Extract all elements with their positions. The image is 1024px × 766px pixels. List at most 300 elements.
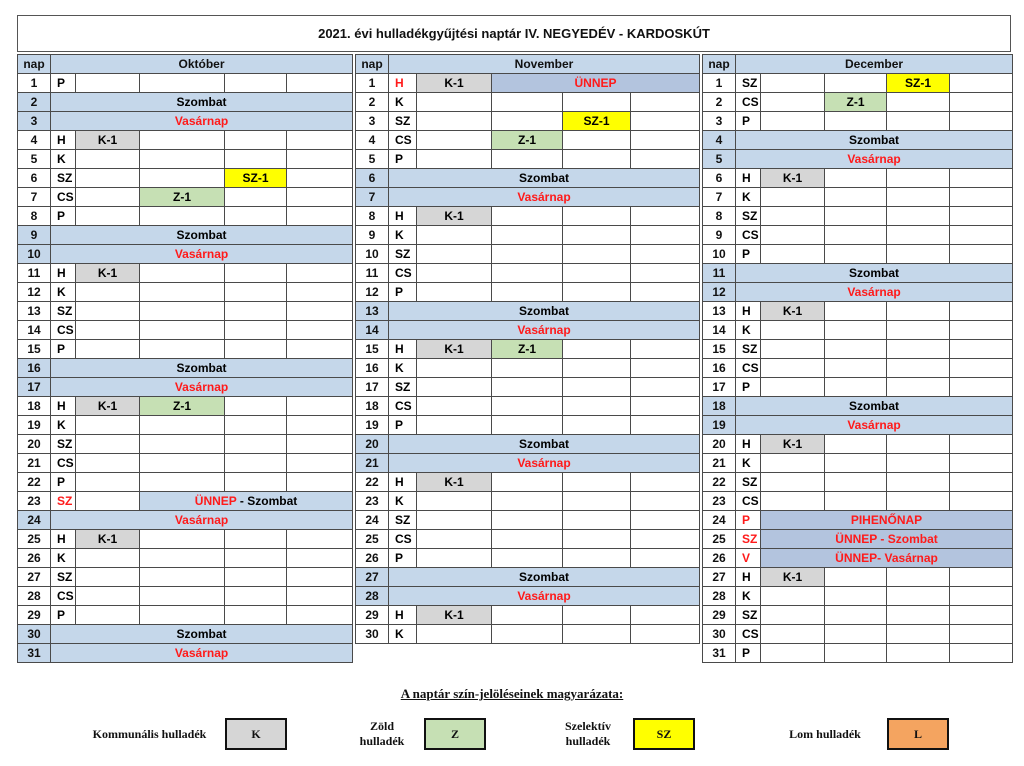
weekday-abbr: V [736, 549, 761, 568]
month-header: December [736, 55, 1013, 74]
empty-cell [76, 74, 140, 93]
day-row [18, 606, 353, 625]
empty-cell [140, 283, 225, 302]
empty-cell [887, 188, 950, 207]
empty-cell [76, 302, 140, 321]
empty-cell [225, 530, 287, 549]
empty-cell [287, 283, 353, 302]
day-number: 21 [356, 454, 389, 473]
day-number: 13 [703, 302, 736, 321]
empty-cell [825, 321, 887, 340]
weekend-label: Vasárnap [389, 454, 700, 473]
empty-cell [287, 74, 353, 93]
zold-pickup: Z-1 [492, 340, 563, 359]
empty-cell [225, 131, 287, 150]
day-row [703, 606, 1013, 625]
weekday-abbr: K [51, 416, 76, 435]
empty-cell [825, 435, 887, 454]
day-number: 15 [703, 340, 736, 359]
weekday-abbr: SZ [736, 207, 761, 226]
weekday-abbr: SZ [389, 378, 417, 397]
day-row [703, 150, 1013, 169]
day-row [18, 302, 353, 321]
szelektiv-pickup: SZ-1 [887, 74, 950, 93]
month-header: Október [51, 55, 353, 74]
empty-cell [631, 340, 700, 359]
day-row [18, 644, 353, 663]
empty-cell [140, 454, 225, 473]
empty-cell [761, 226, 825, 245]
empty-cell [825, 112, 887, 131]
day-number: 10 [18, 245, 51, 264]
day-row [703, 226, 1013, 245]
day-number: 11 [356, 264, 389, 283]
weekday-abbr: P [51, 340, 76, 359]
empty-cell [631, 397, 700, 416]
empty-cell [825, 568, 887, 587]
empty-cell [417, 416, 492, 435]
weekday-abbr: H [736, 568, 761, 587]
day-number: 16 [356, 359, 389, 378]
day-row [356, 131, 700, 150]
empty-cell [287, 435, 353, 454]
weekend-label: Vasárnap [51, 378, 353, 397]
empty-cell [761, 378, 825, 397]
day-number: 26 [18, 549, 51, 568]
empty-cell [887, 226, 950, 245]
empty-cell [417, 359, 492, 378]
day-row [703, 454, 1013, 473]
weekday-abbr: CS [389, 530, 417, 549]
day-number: 24 [703, 511, 736, 530]
day-number: 16 [703, 359, 736, 378]
day-number: 8 [356, 207, 389, 226]
empty-cell [492, 150, 563, 169]
day-number: 2 [356, 93, 389, 112]
empty-cell [950, 321, 1013, 340]
day-row [356, 226, 700, 245]
day-number: 15 [18, 340, 51, 359]
empty-cell [761, 492, 825, 511]
day-row [703, 492, 1013, 511]
day-row [356, 74, 700, 93]
empty-cell [761, 245, 825, 264]
day-row [356, 359, 700, 378]
empty-cell [950, 169, 1013, 188]
weekday-abbr: H [51, 131, 76, 150]
day-number: 7 [703, 188, 736, 207]
day-number: 5 [18, 150, 51, 169]
day-row [18, 625, 353, 644]
day-row [703, 625, 1013, 644]
calendar-december [702, 54, 1013, 663]
holiday-label: PIHENŐNAP [761, 511, 1013, 530]
empty-cell [140, 606, 225, 625]
empty-cell [225, 207, 287, 226]
day-row [18, 492, 353, 511]
empty-cell [76, 150, 140, 169]
day-row [18, 397, 353, 416]
weekday-abbr: SZ [51, 302, 76, 321]
empty-cell [631, 207, 700, 226]
day-row [18, 454, 353, 473]
empty-cell [140, 587, 225, 606]
day-row [18, 321, 353, 340]
empty-cell [140, 150, 225, 169]
weekday-abbr: P [389, 416, 417, 435]
weekday-abbr: K [736, 188, 761, 207]
empty-cell [417, 226, 492, 245]
zold-pickup: Z-1 [825, 93, 887, 112]
empty-cell [825, 226, 887, 245]
day-row [18, 131, 353, 150]
empty-cell [225, 587, 287, 606]
day-row [703, 549, 1013, 568]
month-header: November [389, 55, 700, 74]
day-number: 4 [356, 131, 389, 150]
weekday-abbr: SZ [51, 492, 76, 511]
weekend-label: Szombat [51, 625, 353, 644]
day-row [18, 264, 353, 283]
empty-cell [563, 340, 631, 359]
empty-cell [287, 587, 353, 606]
weekday-abbr: CS [389, 264, 417, 283]
empty-cell [563, 473, 631, 492]
day-number: 18 [18, 397, 51, 416]
day-row [356, 112, 700, 131]
weekday-abbr: P [736, 245, 761, 264]
empty-cell [417, 492, 492, 511]
empty-cell [225, 606, 287, 625]
day-row [703, 644, 1013, 663]
weekend-label: Vasárnap [389, 321, 700, 340]
day-row [356, 454, 700, 473]
weekend-label: Szombat [736, 131, 1013, 150]
empty-cell [761, 587, 825, 606]
day-number: 8 [18, 207, 51, 226]
empty-cell [417, 378, 492, 397]
empty-cell [887, 321, 950, 340]
empty-cell [950, 587, 1013, 606]
day-number: 6 [703, 169, 736, 188]
empty-cell [287, 397, 353, 416]
day-row [18, 226, 353, 245]
empty-cell [631, 131, 700, 150]
weekday-abbr: H [389, 340, 417, 359]
day-number: 28 [356, 587, 389, 606]
empty-cell [761, 473, 825, 492]
empty-cell [225, 416, 287, 435]
legend-label-zold: Zöld hulladék [359, 719, 405, 748]
empty-cell [287, 264, 353, 283]
day-row [18, 188, 353, 207]
empty-cell [950, 340, 1013, 359]
weekday-abbr: K [389, 226, 417, 245]
holiday-word: ÜNNEP [194, 494, 237, 508]
day-row [18, 587, 353, 606]
day-row [18, 359, 353, 378]
weekend-label: Szombat [51, 93, 353, 112]
nap-header: nap [703, 55, 736, 74]
empty-cell [76, 188, 140, 207]
empty-cell [563, 416, 631, 435]
empty-cell [631, 625, 700, 644]
day-row [703, 283, 1013, 302]
day-number: 18 [703, 397, 736, 416]
empty-cell [140, 131, 225, 150]
calendar-november [355, 54, 700, 644]
legend-box-zold: Z [424, 718, 486, 750]
empty-cell [761, 454, 825, 473]
weekday-abbr: H [736, 169, 761, 188]
day-row [703, 397, 1013, 416]
empty-cell [887, 606, 950, 625]
empty-cell [887, 207, 950, 226]
empty-cell [417, 530, 492, 549]
day-row [703, 169, 1013, 188]
day-number: 27 [356, 568, 389, 587]
empty-cell [950, 359, 1013, 378]
weekday-abbr: SZ [736, 473, 761, 492]
empty-cell [492, 473, 563, 492]
empty-cell [563, 283, 631, 302]
day-number: 1 [356, 74, 389, 93]
day-row [356, 435, 700, 454]
day-row [703, 245, 1013, 264]
empty-cell [950, 435, 1013, 454]
weekday-abbr: K [51, 150, 76, 169]
day-number: 23 [356, 492, 389, 511]
weekday-abbr: SZ [736, 74, 761, 93]
weekday-abbr: SZ [389, 112, 417, 131]
day-number: 29 [356, 606, 389, 625]
day-number: 14 [356, 321, 389, 340]
empty-cell [563, 131, 631, 150]
legend-box-szelektiv: SZ [633, 718, 695, 750]
empty-cell [492, 378, 563, 397]
empty-cell [563, 530, 631, 549]
empty-cell [140, 473, 225, 492]
weekday-abbr: P [51, 74, 76, 93]
empty-cell [225, 264, 287, 283]
day-number: 1 [703, 74, 736, 93]
empty-cell [225, 302, 287, 321]
weekday-abbr: CS [51, 587, 76, 606]
empty-cell [287, 321, 353, 340]
legend-box-kommunalis: K [225, 718, 287, 750]
weekday-abbr: K [51, 549, 76, 568]
empty-cell [887, 340, 950, 359]
empty-cell [417, 245, 492, 264]
empty-cell [225, 454, 287, 473]
empty-cell [563, 264, 631, 283]
empty-cell [76, 587, 140, 606]
weekend-label: Vasárnap [51, 245, 353, 264]
day-row [356, 150, 700, 169]
day-row [356, 378, 700, 397]
holiday-label: ÜNNEP [492, 74, 700, 93]
day-number: 24 [18, 511, 51, 530]
empty-cell [825, 245, 887, 264]
weekend-label: Szombat [389, 302, 700, 321]
empty-cell [887, 473, 950, 492]
day-row [18, 435, 353, 454]
day-row [18, 416, 353, 435]
day-number: 8 [703, 207, 736, 226]
day-number: 29 [703, 606, 736, 625]
empty-cell [140, 416, 225, 435]
weekday-abbr: CS [736, 226, 761, 245]
weekday-abbr: H [51, 397, 76, 416]
empty-cell [950, 454, 1013, 473]
empty-cell [140, 264, 225, 283]
empty-cell [950, 207, 1013, 226]
day-row [356, 568, 700, 587]
empty-cell [825, 492, 887, 511]
day-row [356, 188, 700, 207]
legend-label-szelektiv: Szelektív hulladék [565, 719, 611, 748]
empty-cell [887, 378, 950, 397]
empty-cell [492, 359, 563, 378]
empty-cell [225, 321, 287, 340]
holiday-label [140, 492, 353, 511]
day-number: 3 [703, 112, 736, 131]
day-row [356, 264, 700, 283]
day-number: 3 [18, 112, 51, 131]
day-number: 26 [703, 549, 736, 568]
empty-cell [825, 188, 887, 207]
weekday-abbr: SZ [389, 511, 417, 530]
day-number: 24 [356, 511, 389, 530]
weekend-label: Vasárnap [51, 112, 353, 131]
empty-cell [887, 245, 950, 264]
empty-cell [631, 359, 700, 378]
empty-cell [887, 644, 950, 663]
empty-cell [287, 568, 353, 587]
day-row [356, 245, 700, 264]
day-number: 10 [356, 245, 389, 264]
empty-cell [417, 397, 492, 416]
empty-cell [631, 378, 700, 397]
day-number: 27 [18, 568, 51, 587]
empty-cell [825, 606, 887, 625]
holiday-label: ÜNNEP- Vasárnap [761, 549, 1013, 568]
weekday-abbr: H [51, 264, 76, 283]
empty-cell [631, 264, 700, 283]
weekday-abbr: CS [51, 454, 76, 473]
weekday-abbr: K [389, 93, 417, 112]
weekday-abbr: SZ [736, 606, 761, 625]
day-number: 6 [18, 169, 51, 188]
weekend-label: Vasárnap [389, 587, 700, 606]
day-row [18, 378, 353, 397]
weekday-abbr: P [389, 283, 417, 302]
day-number: 12 [703, 283, 736, 302]
day-number: 9 [356, 226, 389, 245]
empty-cell [950, 74, 1013, 93]
empty-cell [631, 112, 700, 131]
weekend-label: Szombat [736, 397, 1013, 416]
day-row [703, 207, 1013, 226]
weekday-abbr: K [51, 283, 76, 302]
empty-cell [492, 625, 563, 644]
day-number: 29 [18, 606, 51, 625]
empty-cell [825, 169, 887, 188]
empty-cell [417, 93, 492, 112]
empty-cell [225, 150, 287, 169]
day-row [18, 283, 353, 302]
day-number: 22 [18, 473, 51, 492]
weekday-abbr: SZ [736, 340, 761, 359]
weekend-label: Szombat [736, 264, 1013, 283]
empty-cell [76, 321, 140, 340]
weekday-abbr: K [736, 321, 761, 340]
day-row [356, 321, 700, 340]
empty-cell [761, 625, 825, 644]
empty-cell [631, 511, 700, 530]
day-number: 30 [703, 625, 736, 644]
day-row [18, 245, 353, 264]
empty-cell [76, 473, 140, 492]
day-number: 14 [703, 321, 736, 340]
empty-cell [492, 606, 563, 625]
weekday-abbr: CS [736, 492, 761, 511]
day-number: 12 [356, 283, 389, 302]
empty-cell [140, 74, 225, 93]
empty-cell [492, 245, 563, 264]
day-row [18, 150, 353, 169]
weekend-label: Vasárnap [389, 188, 700, 207]
empty-cell [76, 207, 140, 226]
empty-cell [563, 359, 631, 378]
day-number: 22 [356, 473, 389, 492]
empty-cell [950, 188, 1013, 207]
day-number: 21 [703, 454, 736, 473]
weekday-abbr: SZ [389, 245, 417, 264]
empty-cell [287, 549, 353, 568]
day-number: 15 [356, 340, 389, 359]
day-number: 17 [356, 378, 389, 397]
day-number: 6 [356, 169, 389, 188]
empty-cell [825, 473, 887, 492]
weekend-label: Szombat [389, 568, 700, 587]
day-row [703, 321, 1013, 340]
weekday-abbr: SZ [736, 530, 761, 549]
empty-cell [140, 207, 225, 226]
kommunalis-pickup: K-1 [761, 302, 825, 321]
weekday-abbr: CS [736, 93, 761, 112]
kommunalis-pickup: K-1 [761, 169, 825, 188]
weekend-label: Vasárnap [51, 644, 353, 663]
empty-cell [887, 93, 950, 112]
day-number: 30 [356, 625, 389, 644]
empty-cell [140, 530, 225, 549]
empty-cell [950, 112, 1013, 131]
empty-cell [761, 321, 825, 340]
szelektiv-pickup: SZ-1 [225, 169, 287, 188]
empty-cell [492, 112, 563, 131]
day-row [703, 131, 1013, 150]
holiday-suffix: - Szombat [236, 494, 298, 508]
zold-pickup: Z-1 [492, 131, 563, 150]
nap-header: nap [18, 55, 51, 74]
day-row [703, 188, 1013, 207]
empty-cell [287, 530, 353, 549]
day-number: 7 [356, 188, 389, 207]
empty-cell [761, 188, 825, 207]
day-number: 1 [18, 74, 51, 93]
day-number: 22 [703, 473, 736, 492]
